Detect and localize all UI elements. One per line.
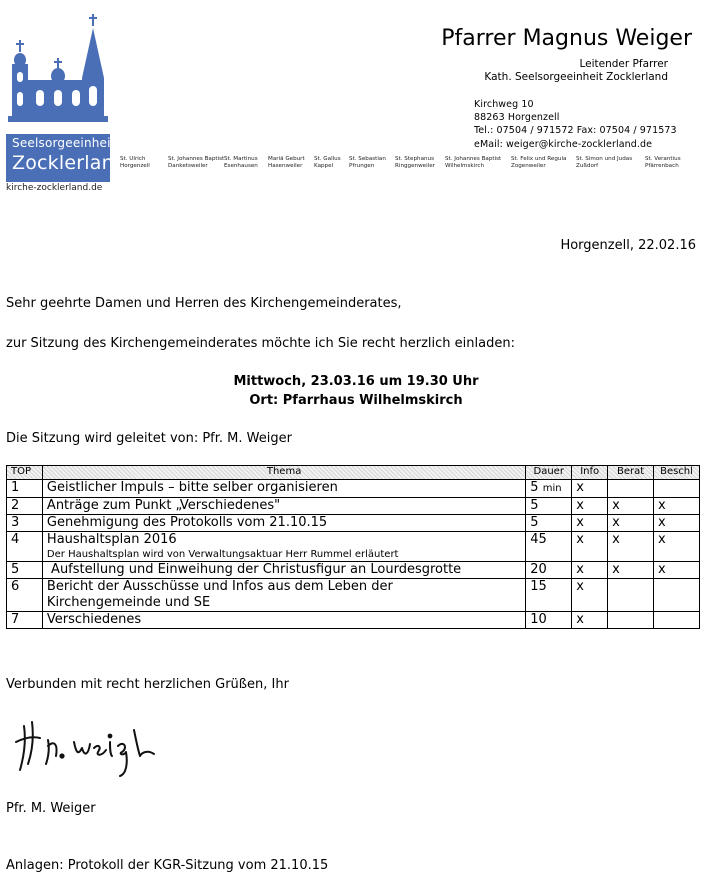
parish-list bbox=[120, 156, 700, 176]
meeting-location: Ort: Pfarrhaus Wilhelmskirch bbox=[249, 393, 463, 408]
closing-text: Verbunden mit recht herzlichen Grüßen, Ihr bbox=[6, 677, 289, 692]
cell-info: x bbox=[572, 515, 608, 532]
parish-item: St. Sebastian Pfrungen bbox=[349, 156, 386, 169]
cell-thema-note: Der Haushaltsplan wird von Verwaltungsaktuar Herr Rummel erläutert bbox=[46, 549, 399, 560]
church-towers-icon bbox=[6, 14, 110, 134]
cell-info: x bbox=[572, 532, 608, 562]
col-header-top: TOP bbox=[7, 466, 43, 480]
parish-item: St. Felix und Regula Zogenweiler bbox=[511, 156, 567, 169]
cell-beschl bbox=[654, 480, 700, 498]
cell-beschl bbox=[654, 579, 700, 612]
parish-item: St. Gallus Kappel bbox=[314, 156, 341, 169]
cell-thema: Bericht der Ausschüsse und Infos aus dem Leben der Kirchengemeinde und SE bbox=[42, 579, 525, 612]
parish-item: St. Martinus Esenhausen bbox=[224, 156, 258, 169]
parish-item: St. Simon und Judas Zußdorf bbox=[576, 156, 633, 169]
col-header-thema: Thema bbox=[42, 466, 525, 480]
letter-date: Horgenzell, 22.02.16 bbox=[560, 238, 696, 253]
handwritten-signature bbox=[14, 712, 164, 778]
cell-beschl: x bbox=[654, 562, 700, 579]
cell-top: 6 bbox=[7, 579, 43, 612]
pastor-name: Pfarrer Magnus Weiger bbox=[441, 26, 692, 51]
meeting-chair: Die Sitzung wird geleitet von: Pfr. M. Weiger bbox=[6, 431, 292, 446]
salutation: Sehr geehrte Damen und Herren des Kirchengemeinderates, bbox=[6, 296, 402, 311]
cell-dauer: 5 min bbox=[526, 480, 572, 498]
cell-berat: x bbox=[608, 532, 654, 562]
logo-line2: Zocklerland bbox=[12, 152, 127, 174]
cell-info: x bbox=[572, 612, 608, 629]
cell-info: x bbox=[572, 498, 608, 515]
cell-berat: x bbox=[608, 498, 654, 515]
cell-top: 5 bbox=[7, 562, 43, 579]
parish-logo bbox=[6, 14, 127, 193]
table-row bbox=[7, 562, 700, 579]
invitation-text: zur Sitzung des Kirchengemeinderates möchte ich Sie recht herzlich einladen: bbox=[6, 336, 515, 351]
cell-thema: Geistlicher Impuls – bitte selber organisieren bbox=[42, 480, 525, 498]
parish-item: St. Johannes Baptist Wilhelmskirch bbox=[445, 156, 502, 169]
address-street: Kirchweg 10 bbox=[474, 99, 534, 110]
logo-url[interactable]: kirche-zocklerland.de bbox=[6, 183, 103, 193]
table-row bbox=[7, 579, 700, 612]
cell-thema: Aufstellung und Einweihung der Christusfigur an Lourdesgrotte bbox=[42, 562, 525, 579]
cell-dauer: 20 bbox=[526, 562, 572, 579]
agenda-table bbox=[6, 465, 700, 629]
cell-dauer: 5 bbox=[526, 498, 572, 515]
cell-dauer: 45 bbox=[526, 532, 572, 562]
cell-thema: Anträge zum Punkt „Verschiedenes" bbox=[42, 498, 525, 515]
cell-info: x bbox=[572, 579, 608, 612]
parish-item: St. Verantius Pfärrenbach bbox=[645, 156, 681, 169]
logo-line1: Seelsorgeeinheit bbox=[12, 136, 116, 150]
address-phone: Tel.: 07504 / 971572 Fax: 07504 / 971573 bbox=[474, 125, 677, 136]
table-row bbox=[7, 532, 700, 562]
table-row bbox=[7, 515, 700, 532]
cell-dauer: 10 bbox=[526, 612, 572, 629]
col-header-beschl: Beschl bbox=[654, 466, 700, 480]
cell-dauer: 15 bbox=[526, 579, 572, 612]
cell-beschl: x bbox=[654, 498, 700, 515]
address-city: 88263 Horgenzell bbox=[474, 112, 560, 123]
address-email[interactable]: eMail: weiger@kirche-zocklerland.de bbox=[474, 139, 653, 150]
cell-beschl: x bbox=[654, 532, 700, 562]
col-header-berat: Berat bbox=[608, 466, 654, 480]
cell-berat: x bbox=[608, 515, 654, 532]
cell-thema: Verschiedenes bbox=[42, 612, 525, 629]
cell-thema: Genehmigung des Protokolls vom 21.10.15 bbox=[42, 515, 525, 532]
table-header-row bbox=[7, 466, 700, 480]
col-header-info: Info bbox=[572, 466, 608, 480]
parish-item: Mariä Geburt Hasenweiler bbox=[268, 156, 305, 169]
logo-banner bbox=[6, 134, 127, 182]
cell-info: x bbox=[572, 480, 608, 498]
cell-thema: Haushaltsplan 2016 Der Haushaltsplan wird von Verwaltungsaktuar Herr Rummel erläutert bbox=[42, 532, 525, 562]
col-header-dauer: Dauer bbox=[526, 466, 572, 480]
cell-berat bbox=[608, 480, 654, 498]
cell-top: 2 bbox=[7, 498, 43, 515]
cell-top: 4 bbox=[7, 532, 43, 562]
table-row bbox=[7, 480, 700, 498]
parish-item: St. Ulrich Horgenzell bbox=[120, 156, 150, 169]
cell-berat: x bbox=[608, 562, 654, 579]
cell-berat bbox=[608, 612, 654, 629]
cell-info: x bbox=[572, 562, 608, 579]
table-row bbox=[7, 498, 700, 515]
pastoral-unit: Kath. Seelsorgeeinheit Zocklerland bbox=[484, 71, 668, 83]
signer-name: Pfr. M. Weiger bbox=[6, 801, 96, 816]
cell-dauer: 5 bbox=[526, 515, 572, 532]
parish-item: St. Stephanus Ringgenweiler bbox=[395, 156, 435, 169]
cell-beschl: x bbox=[654, 515, 700, 532]
cell-beschl bbox=[654, 612, 700, 629]
meeting-datetime: Mittwoch, 23.03.16 um 19.30 Uhr bbox=[233, 374, 479, 389]
cell-top: 1 bbox=[7, 480, 43, 498]
parish-item: St. Johannes Baptist Danketsweiler bbox=[168, 156, 225, 169]
cell-top: 3 bbox=[7, 515, 43, 532]
cell-berat bbox=[608, 579, 654, 612]
attachments: Anlagen: Protokoll der KGR-Sitzung vom 21.10.15 bbox=[6, 858, 329, 873]
table-row bbox=[7, 612, 700, 629]
pastor-role: Leitender Pfarrer bbox=[579, 58, 668, 70]
cell-top: 7 bbox=[7, 612, 43, 629]
